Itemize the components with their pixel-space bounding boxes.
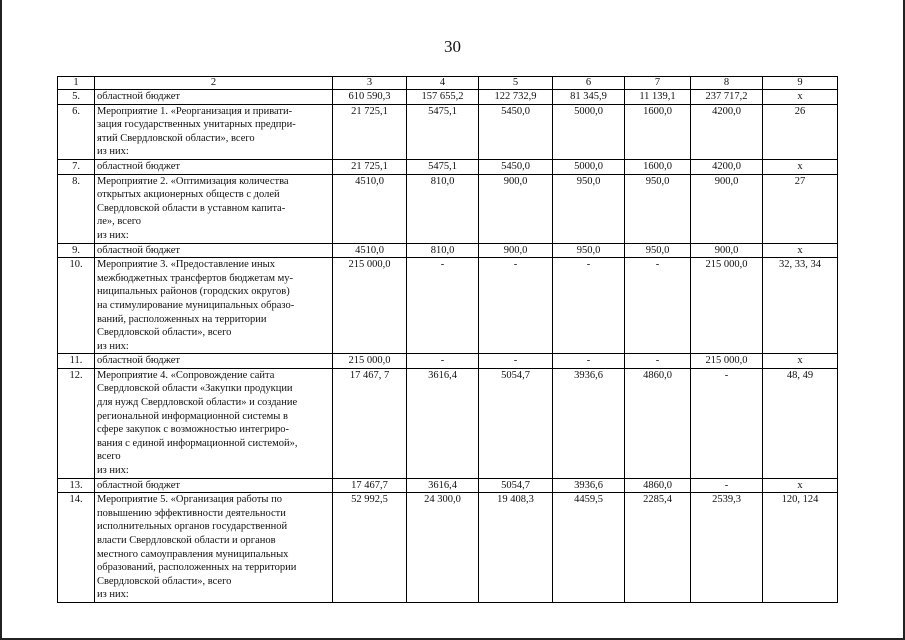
value-cell: 3936,6: [553, 368, 625, 478]
value-cell: 19 408,3: [479, 493, 553, 603]
description-line: Мероприятие 5. «Организация работы по: [97, 494, 282, 506]
column-header: 1: [58, 77, 95, 90]
description-line: Свердловской области «Закупки продукции: [97, 383, 293, 395]
description-line: Мероприятие 2. «Оптимизация количества: [97, 175, 289, 187]
value-cell: 2285,4: [625, 493, 691, 603]
description-line: для нужд Свердловской области» и создание: [97, 397, 298, 409]
budget-table: [57, 76, 838, 603]
column-header: 5: [479, 77, 553, 90]
table-row: [58, 104, 838, 159]
value-cell: 4510,0: [333, 243, 407, 258]
description-line: Свердловской области», всего: [97, 327, 232, 339]
description-line: повышению эффективности деятельности: [97, 507, 286, 519]
value-cell: 81 345,9: [553, 90, 625, 105]
value-cell: 5054,7: [479, 478, 553, 493]
target-indicators: 120, 124: [763, 493, 838, 603]
row-description: [95, 354, 333, 369]
description-line: ваний, расположенных на территории: [97, 313, 267, 325]
value-cell: 3616,4: [407, 478, 479, 493]
description-line: из них:: [97, 146, 129, 158]
row-number: 13.: [58, 478, 95, 493]
description-line: областной бюджет: [97, 355, 180, 367]
value-cell: 4459,5: [553, 493, 625, 603]
row-description: [95, 174, 333, 243]
value-cell: -: [407, 354, 479, 369]
value-cell: 610 590,3: [333, 90, 407, 105]
value-cell: 950,0: [553, 243, 625, 258]
description-line: Свердловской области в уставном капита-: [97, 202, 286, 214]
description-line: областной бюджет: [97, 91, 180, 102]
row-number: 12.: [58, 368, 95, 478]
column-header: 9: [763, 77, 838, 90]
value-cell: 900,0: [479, 174, 553, 243]
target-indicators: x: [763, 159, 838, 174]
header-row: [58, 77, 838, 90]
value-cell: 237 717,2: [691, 90, 763, 105]
description-line: образований, расположенных на территории: [97, 562, 297, 574]
table-row: [58, 354, 838, 369]
value-cell: 5450,0: [479, 104, 553, 159]
column-header: 2: [95, 77, 333, 90]
table-row: [58, 174, 838, 243]
row-number: 9.: [58, 243, 95, 258]
row-description: [95, 493, 333, 603]
value-cell: -: [625, 258, 691, 354]
target-indicators: x: [763, 478, 838, 493]
target-indicators: 27: [763, 174, 838, 243]
column-header: 8: [691, 77, 763, 90]
description-line: Свердловской области», всего: [97, 575, 232, 587]
value-cell: -: [691, 368, 763, 478]
value-cell: -: [479, 258, 553, 354]
value-cell: 900,0: [691, 174, 763, 243]
table-row: [58, 258, 838, 354]
description-line: из них:: [97, 229, 129, 241]
row-description: [95, 104, 333, 159]
description-line: открытых акционерных обществ с долей: [97, 189, 280, 201]
value-cell: 950,0: [625, 243, 691, 258]
description-line: областной бюджет: [97, 479, 180, 491]
value-cell: 4510,0: [333, 174, 407, 243]
value-cell: 17 467, 7: [333, 368, 407, 478]
row-number: 6.: [58, 104, 95, 159]
value-cell: -: [553, 354, 625, 369]
description-line: ятий Свердловской области», всего: [97, 132, 255, 144]
row-number: 7.: [58, 159, 95, 174]
description-line: из них:: [97, 465, 129, 477]
row-description: [95, 258, 333, 354]
description-line: сфере закупок с возможностью интегриро-: [97, 424, 289, 436]
description-line: вания с единой информационной системой»,: [97, 437, 298, 449]
description-line: из них:: [97, 589, 129, 601]
target-indicators: x: [763, 354, 838, 369]
row-number: 10.: [58, 258, 95, 354]
value-cell: 24 300,0: [407, 493, 479, 603]
description-line: региональной информационной системы в: [97, 410, 288, 422]
value-cell: -: [691, 478, 763, 493]
column-header: 4: [407, 77, 479, 90]
description-line: областной бюджет: [97, 244, 180, 256]
value-cell: 3936,6: [553, 478, 625, 493]
value-cell: 4200,0: [691, 104, 763, 159]
row-number: 5.: [58, 90, 95, 105]
value-cell: 4200,0: [691, 159, 763, 174]
description-line: межбюджетных трансфертов бюджетам му-: [97, 272, 294, 284]
value-cell: 21 725,1: [333, 159, 407, 174]
row-number: 8.: [58, 174, 95, 243]
value-cell: -: [625, 354, 691, 369]
row-description: [95, 159, 333, 174]
value-cell: 215 000,0: [691, 354, 763, 369]
description-line: из них:: [97, 340, 129, 352]
value-cell: 2539,3: [691, 493, 763, 603]
value-cell: 1600,0: [625, 159, 691, 174]
value-cell: 157 655,2: [407, 90, 479, 105]
row-description: [95, 368, 333, 478]
value-cell: 4860,0: [625, 478, 691, 493]
table-body: [58, 90, 838, 603]
description-line: власти Свердловской области и органов: [97, 535, 276, 546]
table-row: [58, 90, 838, 105]
value-cell: -: [553, 258, 625, 354]
value-cell: 5000,0: [553, 104, 625, 159]
value-cell: 5450,0: [479, 159, 553, 174]
value-cell: 21 725,1: [333, 104, 407, 159]
target-indicators: 32, 33, 34: [763, 258, 838, 354]
description-line: Мероприятие 1. «Реорганизация и привати-: [97, 105, 293, 117]
value-cell: 4860,0: [625, 368, 691, 478]
value-cell: 215 000,0: [333, 258, 407, 354]
value-cell: -: [407, 258, 479, 354]
row-description: [95, 243, 333, 258]
value-cell: 950,0: [553, 174, 625, 243]
description-line: всего: [97, 451, 121, 463]
value-cell: 11 139,1: [625, 90, 691, 105]
description-line: исполнительных органов государственной: [97, 521, 288, 533]
description-line: ниципальных районов (городских округов): [97, 286, 290, 298]
description-line: зация государственных унитарных предпри-: [97, 119, 296, 131]
row-description: [95, 478, 333, 493]
value-cell: 900,0: [479, 243, 553, 258]
target-indicators: 48, 49: [763, 368, 838, 478]
table-row: [58, 243, 838, 258]
value-cell: 17 467,7: [333, 478, 407, 493]
target-indicators: 26: [763, 104, 838, 159]
value-cell: 900,0: [691, 243, 763, 258]
value-cell: 5054,7: [479, 368, 553, 478]
value-cell: 5000,0: [553, 159, 625, 174]
value-cell: 810,0: [407, 174, 479, 243]
value-cell: 950,0: [625, 174, 691, 243]
table-row: [58, 493, 838, 603]
value-cell: 5475,1: [407, 159, 479, 174]
description-line: Мероприятие 3. «Предоставление иных: [97, 259, 275, 271]
value-cell: 215 000,0: [333, 354, 407, 369]
value-cell: -: [479, 354, 553, 369]
row-number: 11.: [58, 354, 95, 369]
description-line: областной бюджет: [97, 160, 180, 172]
row-description: [95, 90, 333, 105]
target-indicators: x: [763, 243, 838, 258]
table-row: [58, 478, 838, 493]
description-line: Мероприятие 4. «Сопровождение сайта: [97, 369, 275, 381]
value-cell: 215 000,0: [691, 258, 763, 354]
value-cell: 810,0: [407, 243, 479, 258]
table-row: [58, 159, 838, 174]
value-cell: 1600,0: [625, 104, 691, 159]
column-header: 3: [333, 77, 407, 90]
value-cell: 5475,1: [407, 104, 479, 159]
value-cell: 52 992,5: [333, 493, 407, 603]
table-row: [58, 368, 838, 478]
value-cell: 122 732,9: [479, 90, 553, 105]
page-number: 30: [444, 37, 461, 56]
description-line: на стимулирование муниципальных образо-: [97, 299, 295, 311]
column-header: 6: [553, 77, 625, 90]
description-line: ле», всего: [97, 216, 142, 228]
column-header: 7: [625, 77, 691, 90]
description-line: местного самоуправления муниципальных: [97, 548, 289, 560]
row-number: 14.: [58, 493, 95, 603]
target-indicators: x: [763, 90, 838, 105]
value-cell: 3616,4: [407, 368, 479, 478]
